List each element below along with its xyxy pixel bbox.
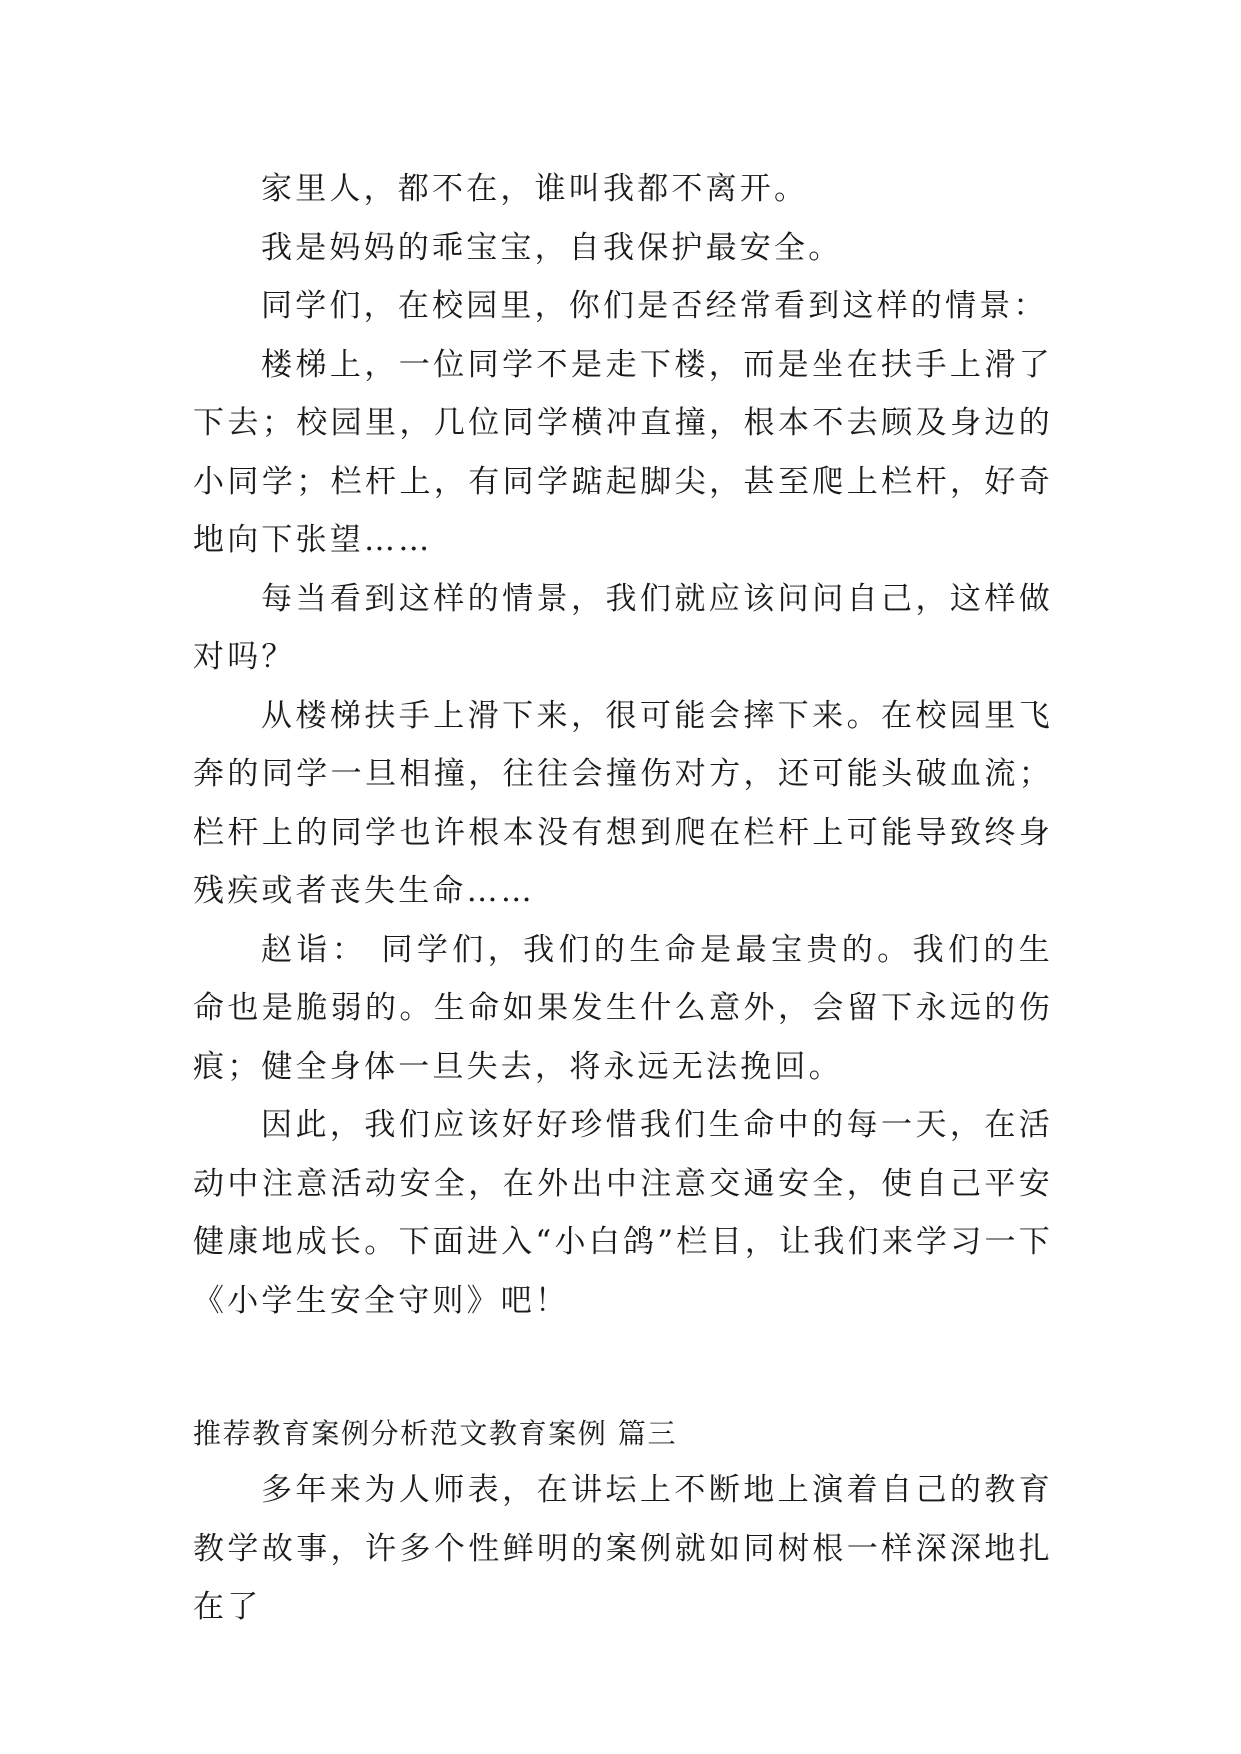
paragraph: 我是妈妈的乖宝宝，自我保护最安全。 [261,229,843,266]
section-heading: 推荐教育案例分析范文教育案例 篇三 [193,1417,678,1450]
paragraph: 家里人，都不在，谁叫我都不离开。 [261,171,809,207]
paragraph: 因此，我们应该好好珍惜我们生命中的每一天，在活动中注意活动安全，在外出中注意交通安全，使自己平安健康地成长。下面进入“小白鸽”栏目，让我们来学习一下《小学生安全守则》吧！ [193,1107,1053,1319]
paragraph: 每当看到这样的情景，我们就应该问问自己，这样做对吗？ [193,580,1053,675]
paragraph: 赵诣： 同学们，我们的生命是最宝贵的。我们的生命也是脆弱的。生命如果发生什么意外，会留下永远的伤痕；健全身体一旦失去，将永远无法挽回。 [193,931,1053,1085]
paragraph: 从楼梯扶手上滑下来，很可能会摔下来。在校园里飞奔的同学一旦相撞，往往会撞伤对方，还可能头破血流；栏杆上的同学也许根本没有想到爬在栏杆上可能导致终身残疾或者丧失生命…… [193,697,1053,909]
paragraph: 同学们，在校园里，你们是否经常看到这样的情景： [261,288,1048,324]
document-body [193,160,1053,1637]
paragraph: 多年来为人师表，在讲坛上不断地上演着自己的教育教学故事，许多个性鲜明的案例就如同树根一样深深地扎在了 [193,1472,1053,1625]
paragraph: 楼梯上，一位同学不是走下楼，而是坐在扶手上滑了下去；校园里，几位同学横冲直撞，根本不去顾及身边的小同学；栏杆上，有同学踮起脚尖，甚至爬上栏杆，好奇地向下张望…… [193,346,1053,558]
